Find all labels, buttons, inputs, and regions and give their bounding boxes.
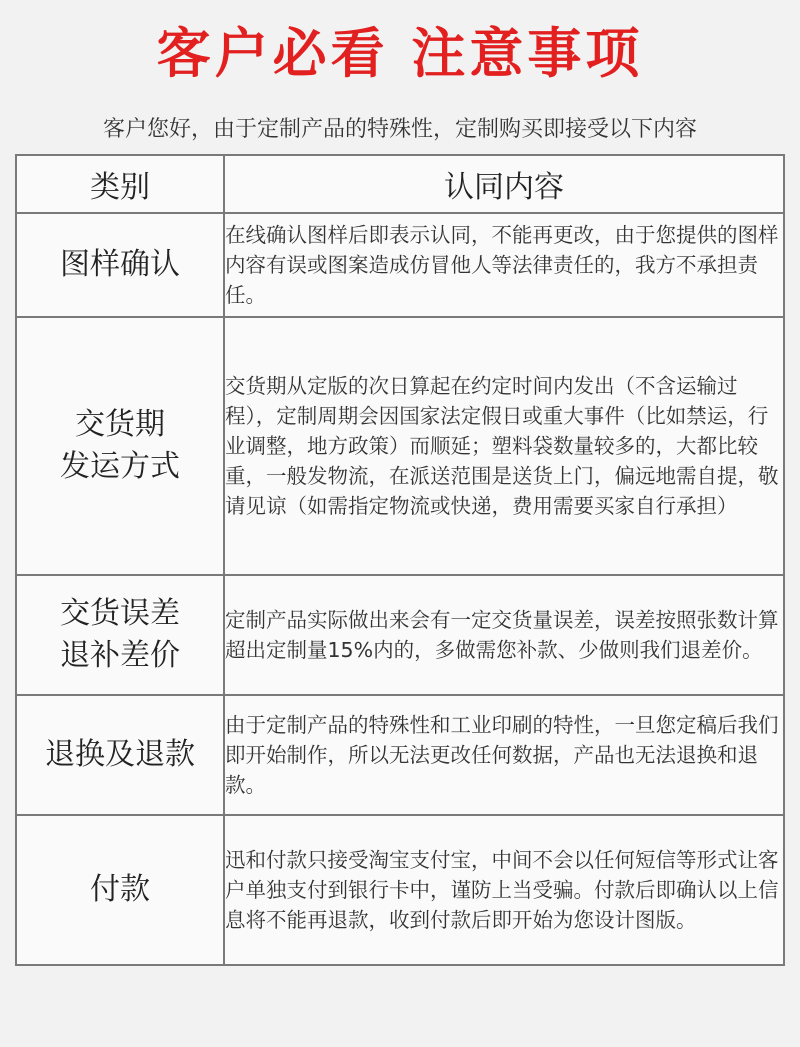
- header-category: 类别: [16, 155, 224, 213]
- category-label: 交货期: [75, 407, 165, 442]
- content-cell: 交货期从定版的次日算起在约定时间内发出（不含运输过程），定制周期会因国家法定假日或重大事件（比如禁运，行业调整，地方政策）而顺延；塑料袋数量较多的，大都比较重，一般发物流，在派送范围是送货上门，偏远地需自提，敬请见谅（如需指定物流或快递，费用需要买家自行承担）: [224, 317, 784, 575]
- header-content: 认同内容: [224, 155, 784, 213]
- category-label: 退换及退款: [45, 737, 195, 772]
- table-header-row: [16, 155, 784, 213]
- category-label: 付款: [90, 872, 150, 907]
- content-cell: 由于定制产品的特殊性和工业印刷的特性，一旦您定稿后我们即开始制作，所以无法更改任何数据，产品也无法退换和退款。: [224, 695, 784, 815]
- table-row-delivery: [16, 317, 784, 575]
- table-row-payment: [16, 815, 784, 965]
- table-row-refund: [16, 695, 784, 815]
- category-cell: [16, 213, 224, 317]
- category-cell: [16, 695, 224, 815]
- content-cell: 迅和付款只接受淘宝支付宝，中间不会以任何短信等形式让客户单独支付到银行卡中，谨防上当受骗。付款后即确认以上信息将不能再退款，收到付款后即开始为您设计图版。: [224, 815, 784, 965]
- intro-text: 客户您好，由于定制产品的特殊性，定制购买即接受以下内容: [102, 117, 697, 142]
- category-label: 图样确认: [60, 247, 180, 282]
- table-row-quantity-error: [16, 575, 784, 695]
- category-label: 发运方式: [60, 449, 180, 484]
- category-cell: [16, 815, 224, 965]
- category-label: 退补差价: [60, 638, 180, 673]
- category-cell: [16, 575, 224, 695]
- content-cell: 定制产品实际做出来会有一定交货量误差，误差按照张数计算超出定制量15%内的，多做需您补款、少做则我们退差价。: [224, 575, 784, 695]
- content-cell: 在线确认图样后即表示认同，不能再更改，由于您提供的图样内容有误或图案造成仿冒他人等法律责任的，我方不承担责任。: [224, 213, 784, 317]
- notice-table: [15, 154, 785, 966]
- page-title: 客户必看 注意事项: [156, 22, 644, 85]
- category-label: 交货误差: [60, 596, 180, 631]
- category-cell: [16, 317, 224, 575]
- table-row-pattern-confirm: [16, 213, 784, 317]
